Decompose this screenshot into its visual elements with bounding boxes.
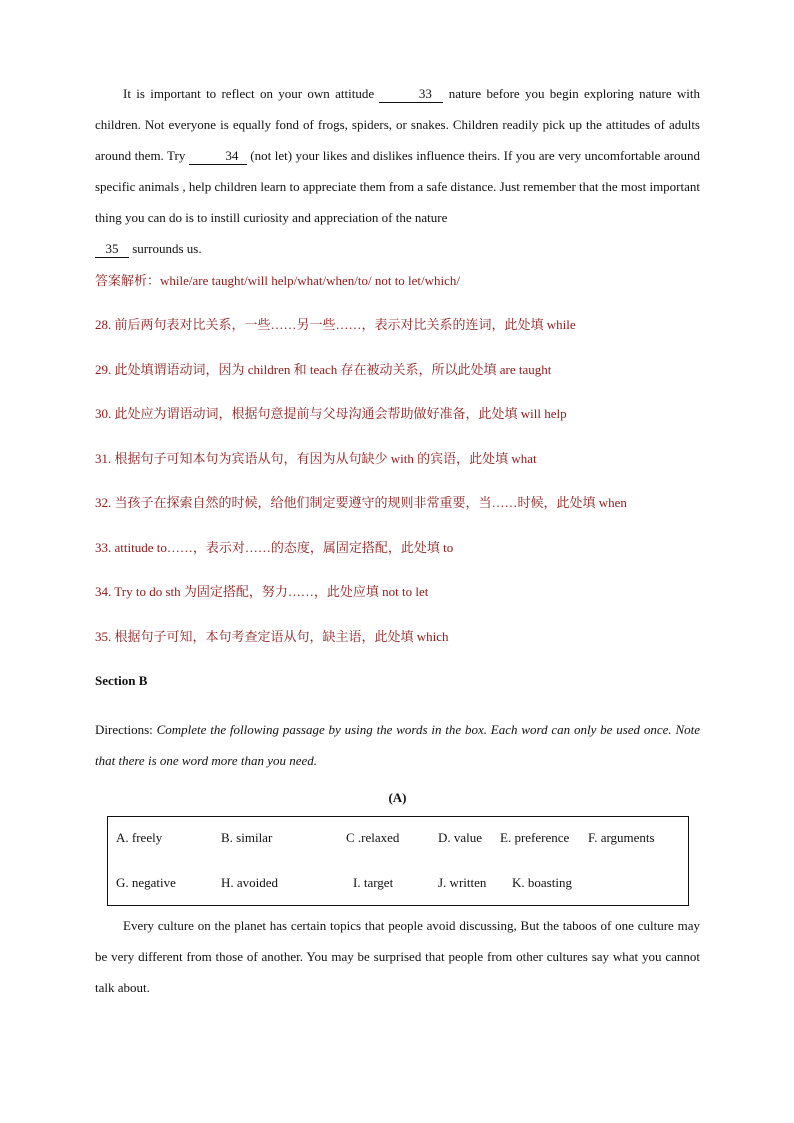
part-label: (A): [388, 790, 407, 805]
explanation-item: 33. attitude to……，表示对……的态度，属固定搭配，此处填 to: [95, 539, 454, 555]
document-page: [95, 78, 700, 1003]
passage-text-3: (not let) your likes and dislikes influence theirs. If you are very uncomfortable around specific animals , help children learn to appreciate them from a safe distance. Just remember that the most important thing you can do is to instill curiosity and appreciation of the nature: [95, 148, 701, 225]
word-option: J. written: [438, 875, 487, 890]
passage-text-2: nature before you begin exploring nature with children. Not everyone is equally fond of frogs, spiders, or snakes. Children readily pick up the attitudes of adults around them. Try: [95, 86, 701, 163]
word-option: A. freely: [116, 830, 163, 845]
word-option: C .relaxed: [346, 830, 400, 845]
passage-text-4: surrounds us.: [132, 241, 202, 256]
explanation-item: 30. 此处应为谓语动词，根据句意提前与父母沟通会帮助做好准备，此处填 will help: [95, 406, 567, 421]
explanation-item: 34. Try to do sth 为固定搭配，努力……，此处应填 not to let: [95, 584, 429, 599]
word-option: F. arguments: [588, 830, 655, 845]
word-option: G. negative: [116, 875, 176, 890]
directions: [95, 714, 700, 776]
explanation-item: 31. 根据句子可知本句为宾语从句，有因为从句缺少 with 的宾语，此处填 what: [95, 450, 537, 466]
section-title: Section B: [95, 673, 148, 688]
explanation-item: 28. 前后两句表对比关系，一些……另一些……，表示对比关系的连词，此处填 while: [95, 317, 576, 332]
word-option: K. boasting: [512, 875, 572, 890]
blank-35: 35: [95, 241, 129, 258]
explanation-item: 29. 此处填谓语动词，因为 children 和 teach 存在被动关系，所以此处填 are taught: [95, 361, 552, 377]
closing-paragraph: Every culture on the planet has certain topics that people avoid discussing, But the taboos of one culture may be very different from those of another. You may be surprised that people from other cultures say what you cannot talk about.: [95, 918, 700, 995]
explanation-list: [95, 314, 700, 670]
word-option: D. value: [438, 830, 483, 845]
directions-text: Complete the following passage by using the words in the box. Each word can only be used once. Note that there is one word more than you need.: [95, 722, 701, 768]
explanation-item: 35. 根据句子可知，本句考查定语从句，缺主语，此处填 which: [95, 628, 449, 644]
word-box: [107, 816, 689, 906]
passage-paragraph: [95, 78, 700, 264]
blank-33: 33: [379, 86, 443, 103]
directions-label: Directions:: [95, 722, 153, 737]
passage-text-1: It is important to reflect on your own attitude: [123, 86, 375, 101]
analysis-label: 答案解析：: [95, 273, 161, 288]
word-option: E. preference: [500, 830, 570, 845]
analysis-answers: while/are taught/will help/what/when/to/ not to let/which/: [160, 273, 461, 288]
word-option: B. similar: [221, 830, 273, 845]
blank-34: 34: [189, 148, 247, 165]
word-option: I. target: [353, 875, 394, 890]
answer-analysis: [95, 270, 700, 314]
explanation-item: 32. 当孩子在探索自然的时候，给他们制定要遵守的规则非常重要，当……时候，此处填 when: [95, 495, 627, 510]
word-option: H. avoided: [221, 875, 279, 890]
